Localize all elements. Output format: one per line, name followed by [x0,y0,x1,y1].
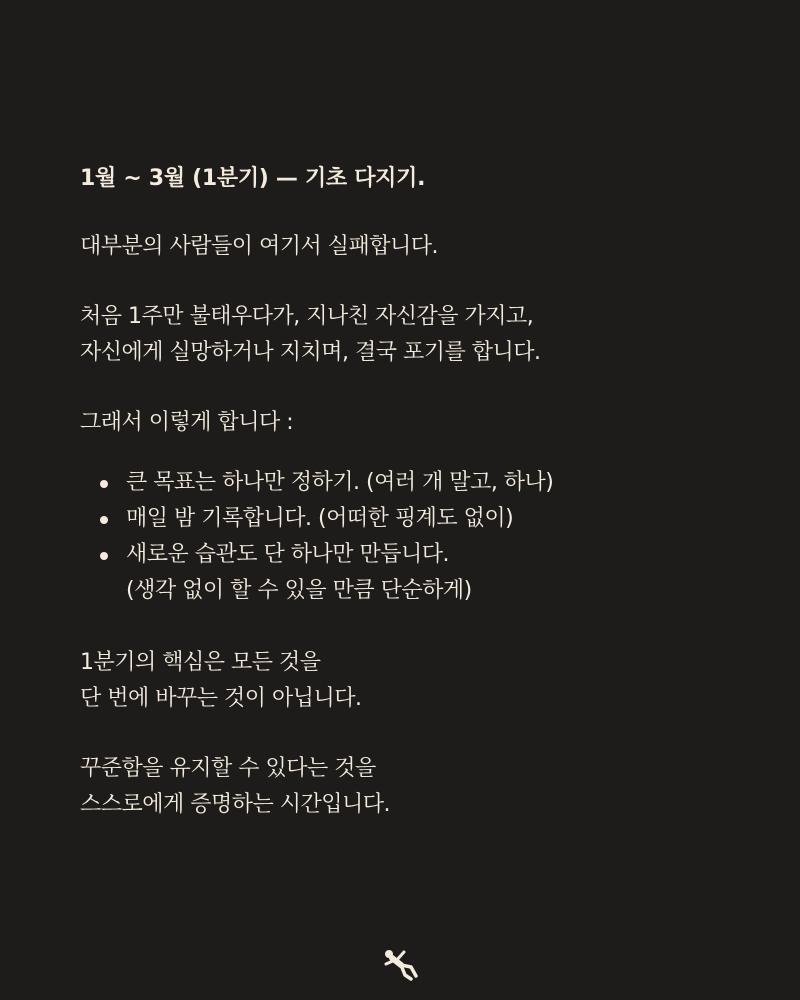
section-heading: 1월 ~ 3월 (1분기) — 기초 다지기. [80,166,426,191]
failure-line-1: 처음 1주만 불태우다가, 지나친 자신감을 가지고, [80,304,534,329]
list-item-text: 새로운 습관도 단 하나만 만듭니다. [126,542,449,567]
list-item-text: 매일 밤 기록합니다. (어떠한 핑계도 없이) [126,506,514,531]
failure-line-2: 자신에게 실망하거나 지치며, 결국 포기를 합니다. [80,340,541,365]
intro-line: 대부분의 사람들이 여기서 실패합니다. [80,234,439,259]
failure-paragraph [80,299,740,371]
leaping-figure-icon [378,944,422,984]
list-item [100,501,740,537]
core-line-2: 단 번에 바꾸는 것이 아닙니다. [80,686,362,711]
bullet-icon [100,480,108,488]
list-item-note: (생각 없이 할 수 있을 만큼 단순하게) [126,578,472,603]
bullet-icon [100,516,108,524]
post-content [80,163,740,857]
proof-line-1: 꾸준함을 유지할 수 있다는 것을 [80,756,376,781]
core-line-1: 1분기의 핵심은 모든 것을 [80,650,321,675]
bullet-icon [100,552,108,560]
rules-list [80,465,740,609]
intro-paragraph [80,229,740,265]
list-item [100,465,740,501]
core-paragraph [80,645,740,717]
list-item [100,537,740,609]
proof-paragraph [80,751,740,823]
method-intro-line: 그래서 이렇게 합니다 : [80,410,294,435]
method-intro [80,405,740,441]
proof-line-2: 스스로에게 증명하는 시간입니다. [80,792,391,817]
list-item-text: 큰 목표는 하나만 정하기. (여러 개 말고, 하나) [126,470,554,495]
